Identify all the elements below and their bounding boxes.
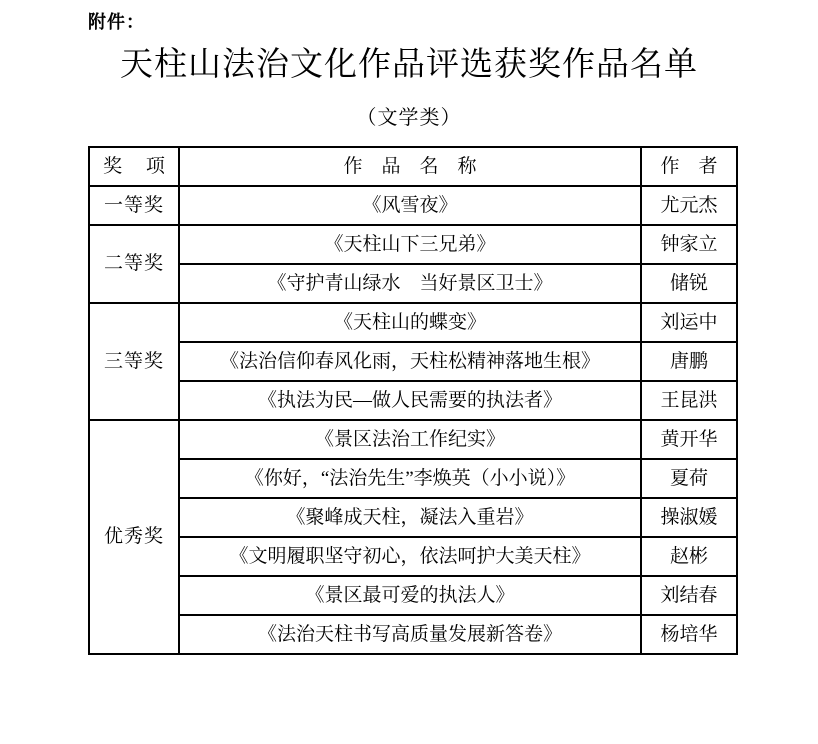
awards-table	[88, 146, 738, 655]
page-title: 天柱山法治文化作品评选获奖作品名单	[120, 47, 698, 83]
work-title-cell: 《天柱山下三兄弟》	[179, 225, 641, 264]
award-cell: 二等奖	[89, 225, 179, 303]
table-row	[89, 498, 737, 537]
table-row	[89, 303, 737, 342]
work-title-cell: 《风雪夜》	[179, 186, 641, 225]
table-row	[89, 342, 737, 381]
award-cell: 三等奖	[89, 303, 179, 420]
work-title-cell: 《景区法治工作纪实》	[179, 420, 641, 459]
header-work: 作 品 名 称	[179, 147, 641, 186]
author-cell: 刘结春	[641, 576, 737, 615]
table-row	[89, 576, 737, 615]
work-title-cell: 《文明履职坚守初心，依法呵护大美天柱》	[179, 537, 641, 576]
work-title-cell: 《聚峰成天柱，凝法入重岩》	[179, 498, 641, 537]
table-row	[89, 225, 737, 264]
table-row	[89, 381, 737, 420]
table-row	[89, 186, 737, 225]
table-row	[89, 459, 737, 498]
table-row	[89, 615, 737, 654]
work-title-cell: 《守护青山绿水 当好景区卫士》	[179, 264, 641, 303]
author-cell: 尤元杰	[641, 186, 737, 225]
author-cell: 杨培华	[641, 615, 737, 654]
table-row	[89, 537, 737, 576]
award-cell: 优秀奖	[89, 420, 179, 654]
work-title-cell: 《你好，“法治先生”李焕英（小小说）》	[179, 459, 641, 498]
author-cell: 唐鹏	[641, 342, 737, 381]
table-row	[89, 420, 737, 459]
page-subtitle: （文学类）	[356, 107, 462, 129]
author-cell: 钟家立	[641, 225, 737, 264]
table-row	[89, 264, 737, 303]
award-cell: 一等奖	[89, 186, 179, 225]
work-title-cell: 《景区最可爱的执法人》	[179, 576, 641, 615]
header-award: 奖 项	[89, 147, 179, 186]
author-cell: 夏荷	[641, 459, 737, 498]
author-cell: 操淑媛	[641, 498, 737, 537]
author-cell: 黄开华	[641, 420, 737, 459]
table-header-row	[89, 147, 737, 186]
work-title-cell: 《法治天柱书写高质量发展新答卷》	[179, 615, 641, 654]
author-cell: 赵彬	[641, 537, 737, 576]
author-cell: 王昆洪	[641, 381, 737, 420]
work-title-cell: 《执法为民—做人民需要的执法者》	[179, 381, 641, 420]
author-cell: 刘运中	[641, 303, 737, 342]
author-cell: 储锐	[641, 264, 737, 303]
header-author: 作 者	[641, 147, 737, 186]
work-title-cell: 《天柱山的蝶变》	[179, 303, 641, 342]
work-title-cell: 《法治信仰春风化雨，天柱松精神落地生根》	[179, 342, 641, 381]
attachment-label: 附件：	[88, 12, 145, 32]
